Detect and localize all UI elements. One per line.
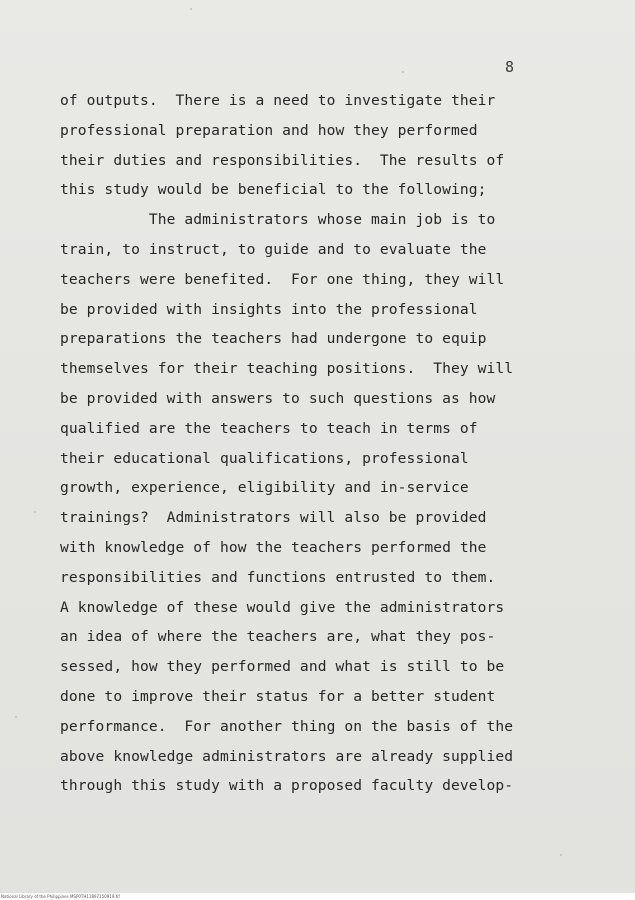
text-line: train, to instruct, to guide and to evaluate the [60, 240, 487, 258]
text-line: their educational qualifications, professional [60, 449, 469, 467]
text-line: A knowledge of these would give the administrators [60, 598, 505, 616]
page-number: 8 [505, 58, 515, 76]
text-line: this study would be beneficial to the following; [60, 181, 487, 199]
text-line: performance. For another thing on the basis of the [60, 717, 514, 735]
paper-speck [190, 8, 192, 10]
text-line: qualified are the teachers to teach in terms of [60, 419, 478, 437]
text-line: above knowledge administrators are already supplied [60, 747, 514, 765]
text-line: an idea of where the teachers are, what they pos- [60, 628, 496, 646]
scan-footer [0, 893, 635, 900]
paper-speck [402, 71, 404, 73]
paper-speck [560, 854, 562, 856]
text-line: their duties and responsibilities. The results of [60, 151, 505, 169]
paper-speck [15, 716, 17, 718]
paper-speck [34, 511, 36, 513]
text-line: through this study with a proposed faculty develop- [60, 777, 514, 795]
text-line: themselves for their teaching positions. They will [60, 360, 514, 378]
text-line: be provided with insights into the professional [60, 300, 478, 318]
text-line: be provided with answers to such questions as how [60, 389, 496, 407]
text-line: The administrators whose main job is to [60, 211, 496, 229]
text-line: trainings? Administrators will also be provided [60, 509, 487, 527]
text-line: responsibilities and functions entrusted to them. [60, 568, 496, 586]
text-line: sessed, how they performed and what is still to be [60, 658, 505, 676]
text-line: of outputs. There is a need to investigate their [60, 92, 496, 109]
text-line: preparations the teachers had undergone to equip [60, 330, 487, 348]
text-line: done to improve their status for a better student [60, 687, 496, 705]
text-line: teachers were benefited. For one thing, they will [60, 270, 505, 288]
text-line: with knowledge of how the teachers performed the [60, 538, 487, 556]
scan-footer-text: National Library of the Philippines MSP0TH11897150919.tif [1, 894, 120, 899]
body-text [60, 86, 580, 801]
text-line: growth, experience, eligibility and in-service [60, 479, 469, 497]
text-line: professional preparation and how they performed [60, 121, 478, 139]
